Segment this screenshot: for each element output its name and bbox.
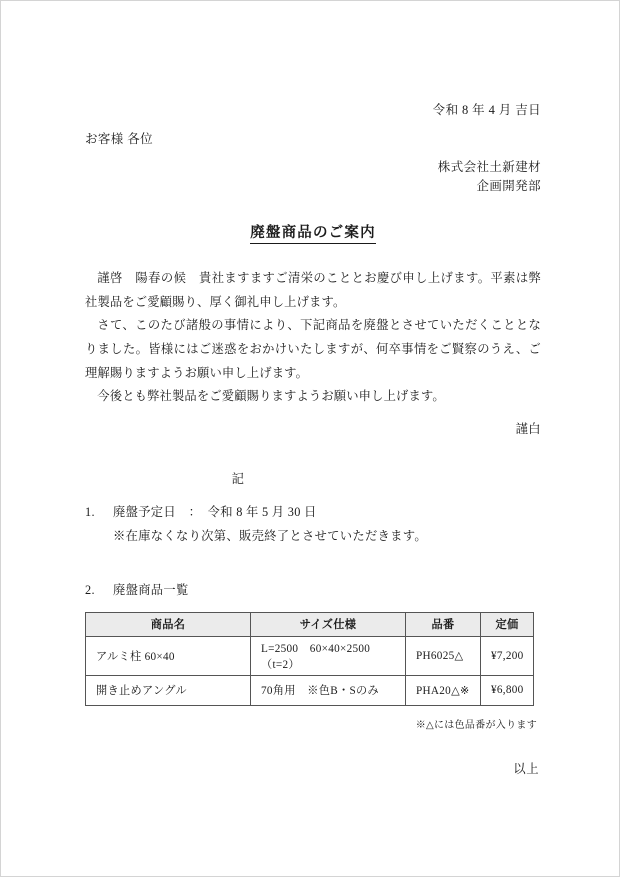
item-label-2: 廃盤商品一覧 (113, 582, 189, 597)
body-paragraphs (85, 267, 541, 409)
item-number-1: 1. (85, 504, 95, 519)
product-table (85, 612, 534, 706)
item-label-1: 廃盤予定日 ： 令和 8 年 5 月 30 日 (113, 504, 317, 519)
sender-company: 株式会社土新建材 (437, 160, 541, 174)
addressee-line: お客様 各位 (85, 132, 154, 146)
cell-product-spec: L=2500 60×40×2500（t=2） (251, 636, 406, 675)
sender-block (85, 158, 541, 197)
table-row (86, 636, 534, 675)
paragraph-announcement: さて、このたび諸般の事情により、下記商品を廃盤とさせていただくこととなりました。皆様にはご迷惑をおかけいたしますが、何卒事情をご賢察のうえ、ご理解賜りますようお願い申し上げます。 (85, 318, 541, 380)
cell-product-code: PH6025△ (406, 636, 481, 675)
column-header-code: 品番 (406, 612, 481, 636)
cell-product-name: 開き止めアングル (86, 675, 251, 705)
column-header-spec: サイズ仕様 (251, 612, 406, 636)
item-number-2: 2. (85, 582, 95, 597)
column-header-name: 商品名 (86, 612, 251, 636)
list-item-product-table (85, 579, 541, 603)
product-table-wrapper (85, 612, 541, 706)
ki-mark: 記 (231, 471, 245, 486)
sender-department: 企画開発部 (476, 179, 541, 194)
page-title-text: 廃盤商品のご案内 (250, 225, 376, 244)
table-footnote: ※△には色品番が入ります (415, 719, 537, 731)
cell-product-code: PHA20△※ (406, 675, 481, 705)
item-note-1: ※在庫なくなり次第、販売終了とさせていただきます。 (113, 528, 427, 543)
numbered-row (85, 501, 541, 525)
page-title (85, 225, 541, 242)
cell-product-spec: 70角用 ※色B・Sのみ (251, 675, 406, 705)
column-header-price: 定価 (481, 612, 534, 636)
cell-product-price: ¥7,200 (481, 636, 534, 675)
table-header-row (86, 612, 534, 636)
closing-salutation: 謹白 (515, 421, 541, 436)
document-content (85, 1, 541, 777)
cell-product-price: ¥6,800 (481, 675, 534, 705)
date-line: 令和 8 年 4 月 吉日 (432, 103, 541, 117)
table-row (86, 675, 534, 705)
paragraph-request: 今後とも弊社製品をご愛顧賜りますようお願い申し上げます。 (97, 389, 445, 404)
paragraph-greeting: 謹啓 陽春の候 貴社ますますご清栄のこととお慶び申し上げます。平素は弊社製品をご愛顧賜り、厚く御礼申し上げます。 (85, 271, 541, 309)
end-mark: 以上 (513, 761, 539, 776)
numbered-row (85, 579, 541, 603)
cell-product-name: アルミ柱 60×40 (86, 636, 251, 675)
list-item-discontinue-date (85, 501, 541, 549)
